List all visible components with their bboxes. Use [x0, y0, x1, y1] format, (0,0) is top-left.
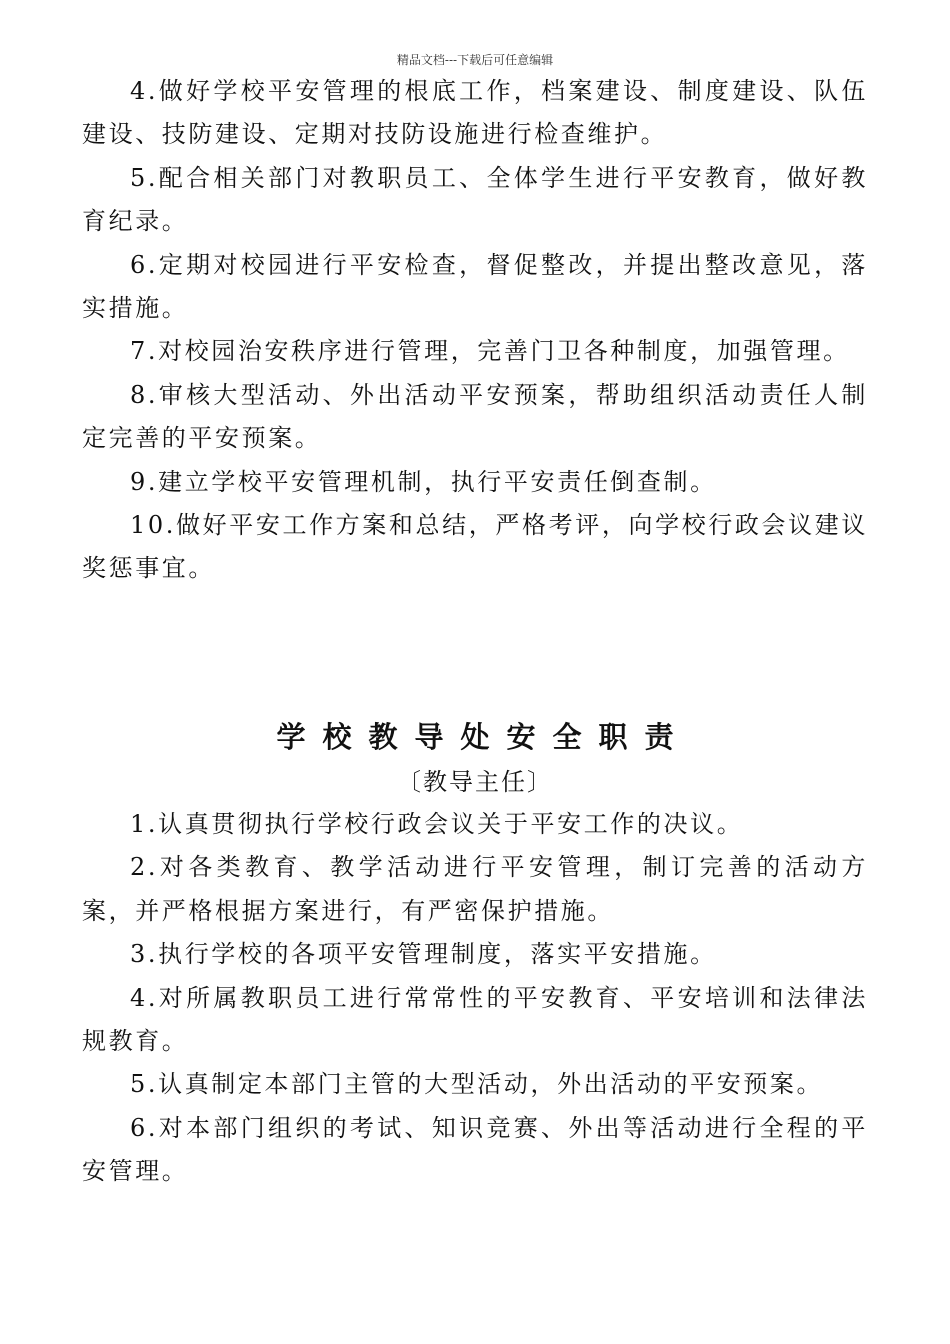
- list-item: 4.做好学校平安管理的根底工作，档案建设、制度建设、队伍建设、技防建设、定期对技防设施进行检查维护。: [82, 77, 868, 149]
- list-item: 6.对本部门组织的考试、知识竞赛、外出等活动进行全程的平安管理。: [82, 1113, 868, 1186]
- list-item: 9.建立学校平安管理机制，执行平安责任倒查制。: [130, 467, 717, 496]
- list-item: 7.对校园治安秩序进行管理，完善门卫各种制度，加强管理。: [130, 337, 850, 366]
- document-body: [82, 70, 868, 1194]
- list-item: 1.认真贯彻执行学校行政会议关于平安工作的决议。: [130, 809, 744, 838]
- list-item: 3.执行学校的各项平安管理制度，落实平安措施。: [130, 940, 717, 969]
- list-item: 6.定期对校园进行平安检查，督促整改，并提出整改意见，落实措施。: [82, 250, 868, 323]
- list-item: 8.审核大型活动、外出活动平安预案，帮助组织活动责任人制定完善的平安预案。: [82, 380, 868, 453]
- section-gap: [82, 591, 868, 717]
- section-title: 学校教导处安全职责: [276, 719, 691, 754]
- list-item: 4.对所属教职员工进行常常性的平安教育、平安培训和法律法规教育。: [82, 983, 868, 1055]
- list-item: 10.做好平安工作方案和总结，严格考评，向学校行政会议建议奖惩事宜。: [82, 511, 868, 583]
- section-subtitle: 〔教导主任〕: [397, 767, 553, 796]
- list-item: 5.配合相关部门对教职员工、全体学生进行平安教育，做好教育纪录。: [82, 163, 868, 236]
- list-item: 5.认真制定本部门主管的大型活动，外出活动的平安预案。: [130, 1070, 824, 1099]
- list-item: 2.对各类教育、教学活动进行平安管理，制订完善的活动方案，并严格根据方案进行，有严密保护措施。: [82, 853, 868, 925]
- page-header: 精品文档---下载后可任意编辑: [396, 53, 554, 67]
